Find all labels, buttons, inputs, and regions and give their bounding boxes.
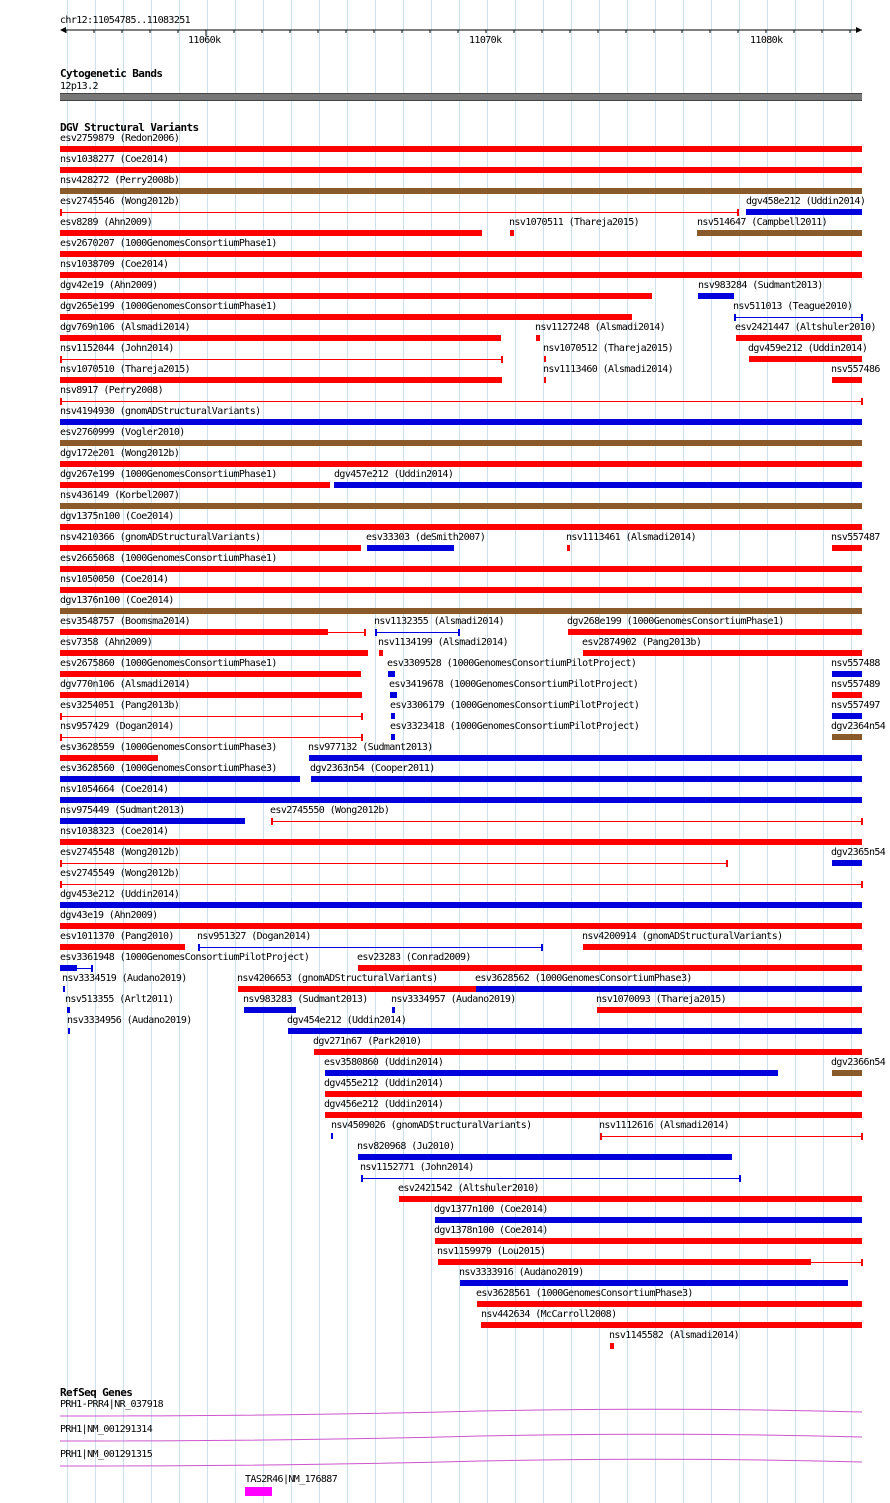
variant-bar[interactable] xyxy=(60,608,862,614)
variant-end-tick xyxy=(91,965,93,972)
variant-bar[interactable] xyxy=(832,671,862,677)
variant-bar[interactable] xyxy=(832,860,862,866)
variant-label[interactable]: esv3628559 (1000GenomesConsortiumPhase3) xyxy=(60,742,277,753)
variant-label[interactable]: dgv2363n54 (Cooper2011) xyxy=(310,763,435,774)
variant-bar[interactable] xyxy=(544,377,546,383)
variant-label[interactable]: esv2745549 (Wong2012b) xyxy=(60,868,180,879)
variant-tail xyxy=(811,1262,862,1263)
variant-label[interactable]: nsv1134199 (Alsmadi2014) xyxy=(378,637,509,648)
variant-end-tick xyxy=(375,629,377,636)
variant-label[interactable]: esv2745548 (Wong2012b) xyxy=(60,847,180,858)
variant-bar[interactable] xyxy=(60,251,862,257)
gene-intron-line[interactable] xyxy=(0,1458,890,1470)
variant-label[interactable]: esv3309528 (1000GenomesConsortiumPilotProject) xyxy=(387,658,637,669)
variant-label[interactable]: nsv977132 (Sudmant2013) xyxy=(308,742,433,753)
variant-bar[interactable] xyxy=(435,1217,862,1223)
variant-label[interactable]: dgv459e212 (Uddin2014) xyxy=(748,343,868,354)
variant-label[interactable]: nsv957429 (Dogan2014) xyxy=(60,721,174,732)
variant-end-tick xyxy=(60,860,62,867)
variant-bar[interactable] xyxy=(60,629,328,635)
variant-bar[interactable] xyxy=(60,776,300,782)
variant-bar[interactable] xyxy=(391,713,395,719)
variant-bar[interactable] xyxy=(477,1301,862,1307)
gene-label[interactable]: PRH1|NM_001291314 xyxy=(60,1424,153,1435)
variant-label[interactable]: dgv271n67 (Park2010) xyxy=(313,1036,422,1047)
variant-label[interactable]: esv3306179 (1000GenomesConsortiumPilotProject) xyxy=(390,700,640,711)
variant-label[interactable]: esv2745550 (Wong2012b) xyxy=(270,805,390,816)
variant-label[interactable]: nsv1070510 (Thareja2015) xyxy=(60,364,191,375)
variant-label[interactable]: dgv265e199 (1000GenomesConsortiumPhase1) xyxy=(60,301,277,312)
variant-bar[interactable] xyxy=(60,335,501,341)
variant-label[interactable]: nsv1113461 (Alsmadi2014) xyxy=(566,532,697,543)
variant-label[interactable]: nsv4206653 (gnomADStructuralVariants) xyxy=(237,973,438,984)
variant-end-tick xyxy=(861,881,863,888)
variant-bar[interactable] xyxy=(60,566,862,572)
variant-end-tick xyxy=(600,1133,602,1140)
variant-bar[interactable] xyxy=(832,1070,862,1076)
variant-bar[interactable] xyxy=(271,821,862,822)
variant-bar[interactable] xyxy=(481,1322,862,1328)
cytoband-label: 12p13.2 xyxy=(60,81,98,92)
variant-end-tick xyxy=(861,1133,863,1140)
variant-label[interactable]: nsv428272 (Perry2008b) xyxy=(60,175,180,186)
variant-bar[interactable] xyxy=(698,293,734,299)
variant-label[interactable]: esv1011370 (Pang2010) xyxy=(60,931,174,942)
variant-label[interactable]: esv3254051 (Pang2013b) xyxy=(60,700,180,711)
variant-end-tick xyxy=(861,818,863,825)
variant-bar[interactable] xyxy=(568,629,862,635)
variant-bar[interactable] xyxy=(68,1028,70,1034)
variant-label[interactable]: esv33303 (deSmith2007) xyxy=(366,532,486,543)
variant-label[interactable]: dgv267e199 (1000GenomesConsortiumPhase1) xyxy=(60,469,277,480)
variant-label[interactable]: dgv1376n100 (Coe2014) xyxy=(60,595,174,606)
variant-label[interactable]: esv3323418 (1000GenomesConsortiumPilotProject) xyxy=(390,721,640,732)
variant-bar[interactable] xyxy=(832,692,862,698)
variant-label[interactable]: esv2874902 (Pang2013b) xyxy=(582,637,702,648)
variant-label[interactable]: esv2421447 (Altshuler2010) xyxy=(735,322,876,333)
variant-bar[interactable] xyxy=(314,1049,862,1055)
variant-bar[interactable] xyxy=(60,737,362,738)
variant-bar[interactable] xyxy=(60,692,362,698)
variant-bar[interactable] xyxy=(832,377,862,383)
variant-bar[interactable] xyxy=(476,986,862,992)
variant-label[interactable]: nsv557487 xyxy=(831,532,880,543)
variant-bar[interactable] xyxy=(60,818,245,824)
variant-label[interactable]: dgv457e212 (Uddin2014) xyxy=(334,469,454,480)
variant-label[interactable]: esv7358 (Ahn2009) xyxy=(60,637,153,648)
variant-bar[interactable] xyxy=(311,776,862,782)
ruler-title: chr12:11054785..11083251 xyxy=(60,15,191,26)
variant-label[interactable]: nsv557488 xyxy=(831,658,880,669)
variant-bar[interactable] xyxy=(379,650,383,656)
variant-label[interactable]: esv3628562 (1000GenomesConsortiumPhase3) xyxy=(475,973,692,984)
variant-label[interactable]: nsv4194930 (gnomADStructuralVariants) xyxy=(60,406,261,417)
variant-label[interactable]: nsv1112616 (Alsmadi2014) xyxy=(599,1120,730,1131)
variant-bar[interactable] xyxy=(399,1196,862,1202)
variant-end-tick xyxy=(734,314,736,321)
variant-label[interactable]: nsv1038277 (Coe2014) xyxy=(60,154,169,165)
variant-end-tick xyxy=(861,314,863,321)
variant-bar[interactable] xyxy=(60,272,862,278)
variant-label[interactable]: esv3628560 (1000GenomesConsortiumPhase3) xyxy=(60,763,277,774)
variant-label[interactable]: nsv1038709 (Coe2014) xyxy=(60,259,169,270)
variant-bar[interactable] xyxy=(60,923,862,929)
variant-label[interactable]: esv2675860 (1000GenomesConsortiumPhase1) xyxy=(60,658,277,669)
variant-end-tick xyxy=(60,398,62,405)
variant-label[interactable]: dgv268e199 (1000GenomesConsortiumPhase1) xyxy=(567,616,784,627)
variant-label[interactable]: esv2759879 (Redon2006) xyxy=(60,133,180,144)
variant-bar[interactable] xyxy=(832,734,862,740)
variant-label[interactable]: nsv3334956 (Audano2019) xyxy=(67,1015,192,1026)
variant-bar[interactable] xyxy=(610,1343,614,1349)
variant-label[interactable]: esv3548757 (Boomsma2014) xyxy=(60,616,191,627)
variant-label[interactable]: nsv951327 (Dogan2014) xyxy=(197,931,311,942)
variant-bar[interactable] xyxy=(832,713,862,719)
variant-end-tick xyxy=(60,734,62,741)
variant-label[interactable]: dgv454e212 (Uddin2014) xyxy=(287,1015,407,1026)
gene-label[interactable]: PRH1-PRR4|NR_037918 xyxy=(60,1399,163,1410)
variant-label[interactable]: esv2670207 (1000GenomesConsortiumPhase1) xyxy=(60,238,277,249)
variant-end-tick xyxy=(861,1259,863,1266)
variant-label[interactable]: nsv511013 (Teague2010) xyxy=(733,301,853,312)
variant-label[interactable]: nsv1070512 (Thareja2015) xyxy=(543,343,674,354)
variant-bar[interactable] xyxy=(510,230,514,236)
variant-end-tick xyxy=(361,713,363,720)
variant-bar[interactable] xyxy=(60,902,862,908)
variant-label[interactable]: nsv4200914 (gnomADStructuralVariants) xyxy=(582,931,783,942)
variant-end-tick xyxy=(737,209,739,216)
variant-label[interactable]: nsv557486 xyxy=(831,364,880,375)
variant-end-tick xyxy=(60,713,62,720)
variant-bar[interactable] xyxy=(60,524,862,530)
variant-bar[interactable] xyxy=(60,314,632,320)
variant-bar[interactable] xyxy=(60,965,77,971)
variant-bar[interactable] xyxy=(63,986,65,992)
variant-label[interactable]: nsv1038323 (Coe2014) xyxy=(60,826,169,837)
variant-label[interactable]: dgv1378n100 (Coe2014) xyxy=(434,1225,548,1236)
variant-bar[interactable] xyxy=(60,839,862,845)
variant-bar[interactable] xyxy=(60,863,727,864)
variant-label[interactable]: nsv3333916 (Audano2019) xyxy=(459,1267,584,1278)
variant-end-tick xyxy=(739,1175,741,1182)
variant-label[interactable]: dgv458e212 (Uddin2014) xyxy=(746,196,866,207)
variant-label[interactable]: dgv770n106 (Alsmadi2014) xyxy=(60,679,191,690)
variant-bar[interactable] xyxy=(435,1238,862,1244)
variant-label[interactable]: nsv1054664 (Coe2014) xyxy=(60,784,169,795)
variant-label[interactable]: nsv8917 (Perry2008) xyxy=(60,385,163,396)
gene-label[interactable]: PRH1|NM_001291315 xyxy=(60,1449,153,1460)
variant-bar[interactable] xyxy=(60,188,862,194)
variant-bar[interactable] xyxy=(358,965,862,971)
variant-label[interactable]: dgv1375n100 (Coe2014) xyxy=(60,511,174,522)
variant-bar[interactable] xyxy=(60,440,862,446)
variant-bar[interactable] xyxy=(198,947,542,948)
variant-bar[interactable] xyxy=(325,1070,778,1076)
variant-label[interactable]: esv2421542 (Altshuler2010) xyxy=(398,1183,539,1194)
variant-label[interactable]: esv23283 (Conrad2009) xyxy=(357,952,471,963)
variant-end-tick xyxy=(541,944,543,951)
variant-label[interactable]: nsv1070093 (Thareja2015) xyxy=(596,994,727,1005)
variant-label[interactable]: nsv557497 xyxy=(831,700,880,711)
variant-bar[interactable] xyxy=(325,1091,862,1097)
variant-end-tick xyxy=(458,629,460,636)
variant-label[interactable]: dgv453e212 (Uddin2014) xyxy=(60,889,180,900)
variant-label[interactable]: esv2665068 (1000GenomesConsortiumPhase1) xyxy=(60,553,277,564)
variant-end-tick xyxy=(361,1175,363,1182)
variant-label[interactable]: dgv1377n100 (Coe2014) xyxy=(434,1204,548,1215)
variant-bar[interactable] xyxy=(60,146,862,152)
variant-label[interactable]: dgv2366n54 xyxy=(831,1057,886,1068)
variant-end-tick xyxy=(361,734,363,741)
variant-label[interactable]: nsv1152044 (John2014) xyxy=(60,343,174,354)
variant-bar[interactable] xyxy=(390,692,397,698)
grid-line xyxy=(291,0,292,1503)
variant-label[interactable]: esv3580860 (Uddin2014) xyxy=(324,1057,444,1068)
variant-bar[interactable] xyxy=(392,1007,395,1013)
variant-label[interactable]: dgv2364n54 xyxy=(831,721,886,732)
variant-label[interactable]: dgv456e212 (Uddin2014) xyxy=(324,1099,444,1110)
variant-end-tick xyxy=(861,398,863,405)
variant-label[interactable]: nsv4509026 (gnomADStructuralVariants) xyxy=(331,1120,532,1131)
variant-end-tick xyxy=(198,944,200,951)
variant-bar[interactable] xyxy=(375,632,459,633)
variant-label[interactable]: nsv3334519 (Audano2019) xyxy=(62,973,187,984)
variant-bar[interactable] xyxy=(583,650,862,656)
variant-bar[interactable] xyxy=(697,230,862,236)
variant-bar[interactable] xyxy=(536,335,540,341)
variant-bar[interactable] xyxy=(60,293,652,299)
variant-label[interactable]: dgv455e212 (Uddin2014) xyxy=(324,1078,444,1089)
ruler-tick-label: 11060k xyxy=(188,35,221,46)
grid-line xyxy=(683,0,684,1503)
variant-bar[interactable] xyxy=(309,755,862,761)
variant-tail xyxy=(328,632,365,633)
cytoband-track-title[interactable]: Cytogenetic Bands xyxy=(60,67,163,80)
variant-bar[interactable] xyxy=(67,1007,70,1013)
variant-bar[interactable] xyxy=(60,359,502,360)
variant-label[interactable]: nsv1145582 (Alsmadi2014) xyxy=(609,1330,740,1341)
ruler-tick-label: 11080k xyxy=(750,35,783,46)
variant-label[interactable]: nsv1127248 (Alsmadi2014) xyxy=(535,322,666,333)
variant-bar[interactable] xyxy=(60,650,368,656)
variant-label[interactable]: nsv1132355 (Alsmadi2014) xyxy=(374,616,505,627)
variant-label[interactable]: esv2760999 (Vogler2010) xyxy=(60,427,185,438)
variant-bar[interactable] xyxy=(325,1112,862,1118)
variant-bar[interactable] xyxy=(60,482,330,488)
variant-bar[interactable] xyxy=(361,1178,740,1179)
variant-label[interactable]: nsv513355 (Arlt2011) xyxy=(65,994,174,1005)
cytoband-bar[interactable] xyxy=(60,93,862,101)
variant-bar[interactable] xyxy=(60,461,862,467)
variant-label[interactable]: nsv557489 xyxy=(831,679,880,690)
gene-label[interactable]: TAS2R46|NM_176887 xyxy=(245,1474,338,1485)
variant-end-tick xyxy=(364,629,366,636)
variant-bar[interactable] xyxy=(832,545,862,551)
variant-tail xyxy=(77,968,92,969)
variant-bar[interactable] xyxy=(567,545,570,551)
variant-bar[interactable] xyxy=(388,671,395,677)
variant-bar[interactable] xyxy=(734,317,862,318)
variant-bar[interactable] xyxy=(60,755,158,761)
variant-label[interactable]: nsv1070511 (Thareja2015) xyxy=(509,217,640,228)
variant-label[interactable]: nsv4210366 (gnomADStructuralVariants) xyxy=(60,532,261,543)
variant-bar[interactable] xyxy=(749,356,862,362)
variant-bar[interactable] xyxy=(60,212,738,213)
variant-label[interactable]: nsv983284 (Sudmant2013) xyxy=(698,280,823,291)
variant-bar[interactable] xyxy=(60,419,862,425)
variant-bar[interactable] xyxy=(544,356,546,362)
variant-label[interactable]: dgv43e19 (Ahn2009) xyxy=(60,910,158,921)
variant-bar[interactable] xyxy=(288,1028,862,1034)
variant-bar[interactable] xyxy=(391,734,395,740)
variant-label[interactable]: nsv514647 (Campbell2011) xyxy=(697,217,828,228)
variant-end-tick xyxy=(60,881,62,888)
variant-label[interactable]: esv3419678 (1000GenomesConsortiumPilotProject) xyxy=(389,679,639,690)
variant-bar[interactable] xyxy=(60,884,862,885)
variant-bar[interactable] xyxy=(60,716,362,717)
variant-bar[interactable] xyxy=(331,1133,333,1139)
variant-bar[interactable] xyxy=(60,503,862,509)
dgv-track-title[interactable]: DGV Structural Variants xyxy=(60,121,199,134)
variant-bar[interactable] xyxy=(60,230,482,236)
variant-end-tick xyxy=(501,356,503,363)
grid-line xyxy=(851,0,852,1503)
variant-end-tick xyxy=(726,860,728,867)
variant-bar[interactable] xyxy=(60,401,862,402)
gene-exon-box[interactable] xyxy=(245,1487,272,1496)
variant-label[interactable]: nsv436149 (Korbel2007) xyxy=(60,490,180,501)
variant-bar[interactable] xyxy=(60,944,185,950)
variant-bar[interactable] xyxy=(60,167,862,173)
variant-bar[interactable] xyxy=(438,1259,811,1265)
variant-label[interactable]: esv3628561 (1000GenomesConsortiumPhase3) xyxy=(476,1288,693,1299)
variant-label[interactable]: nsv1159979 (Lou2015) xyxy=(437,1246,546,1257)
variant-bar[interactable] xyxy=(60,545,361,551)
variant-label[interactable]: nsv983283 (Sudmant2013) xyxy=(243,994,368,1005)
variant-label[interactable]: nsv3334957 (Audano2019) xyxy=(391,994,516,1005)
refseq-track-title[interactable]: RefSeq Genes xyxy=(60,1386,133,1399)
variant-label[interactable]: esv2745546 (Wong2012b) xyxy=(60,196,180,207)
variant-bar[interactable] xyxy=(597,1007,862,1013)
ruler-tick-label: 11070k xyxy=(469,35,502,46)
variant-bar[interactable] xyxy=(746,209,862,215)
variant-label[interactable]: nsv975449 (Sudmant2013) xyxy=(60,805,185,816)
variant-bar[interactable] xyxy=(583,944,862,950)
variant-bar[interactable] xyxy=(60,797,862,803)
variant-end-tick xyxy=(60,356,62,363)
variant-bar[interactable] xyxy=(334,482,862,488)
grid-line xyxy=(655,0,656,1503)
variant-bar[interactable] xyxy=(60,587,862,593)
variant-bar[interactable] xyxy=(460,1280,848,1286)
variant-bar[interactable] xyxy=(358,1154,732,1160)
variant-label[interactable]: nsv442634 (McCarroll2008) xyxy=(481,1309,617,1320)
variant-bar[interactable] xyxy=(60,671,361,677)
variant-bar[interactable] xyxy=(60,377,502,383)
variant-label[interactable]: nsv820968 (Ju2010) xyxy=(357,1141,455,1152)
variant-label[interactable]: nsv1152771 (John2014) xyxy=(360,1162,474,1173)
variant-bar[interactable] xyxy=(600,1136,862,1137)
variant-label[interactable]: dgv172e201 (Wong2012b) xyxy=(60,448,180,459)
gene-intron-line[interactable] xyxy=(0,1408,890,1420)
variant-bar[interactable] xyxy=(736,335,862,341)
variant-label[interactable]: esv3361948 (1000GenomesConsortiumPilotProject) xyxy=(60,952,310,963)
variant-bar[interactable] xyxy=(244,1007,296,1013)
variant-label[interactable]: nsv1113460 (Alsmadi2014) xyxy=(543,364,674,375)
variant-label[interactable]: dgv2365n54 xyxy=(831,847,886,858)
variant-end-tick xyxy=(60,209,62,216)
variant-label[interactable]: dgv769n106 (Alsmadi2014) xyxy=(60,322,191,333)
gene-intron-line[interactable] xyxy=(0,1433,890,1445)
variant-label[interactable]: dgv42e19 (Ahn2009) xyxy=(60,280,158,291)
variant-end-tick xyxy=(271,818,273,825)
variant-label[interactable]: nsv1050050 (Coe2014) xyxy=(60,574,169,585)
variant-bar[interactable] xyxy=(367,545,454,551)
variant-label[interactable]: esv8289 (Ahn2009) xyxy=(60,217,153,228)
